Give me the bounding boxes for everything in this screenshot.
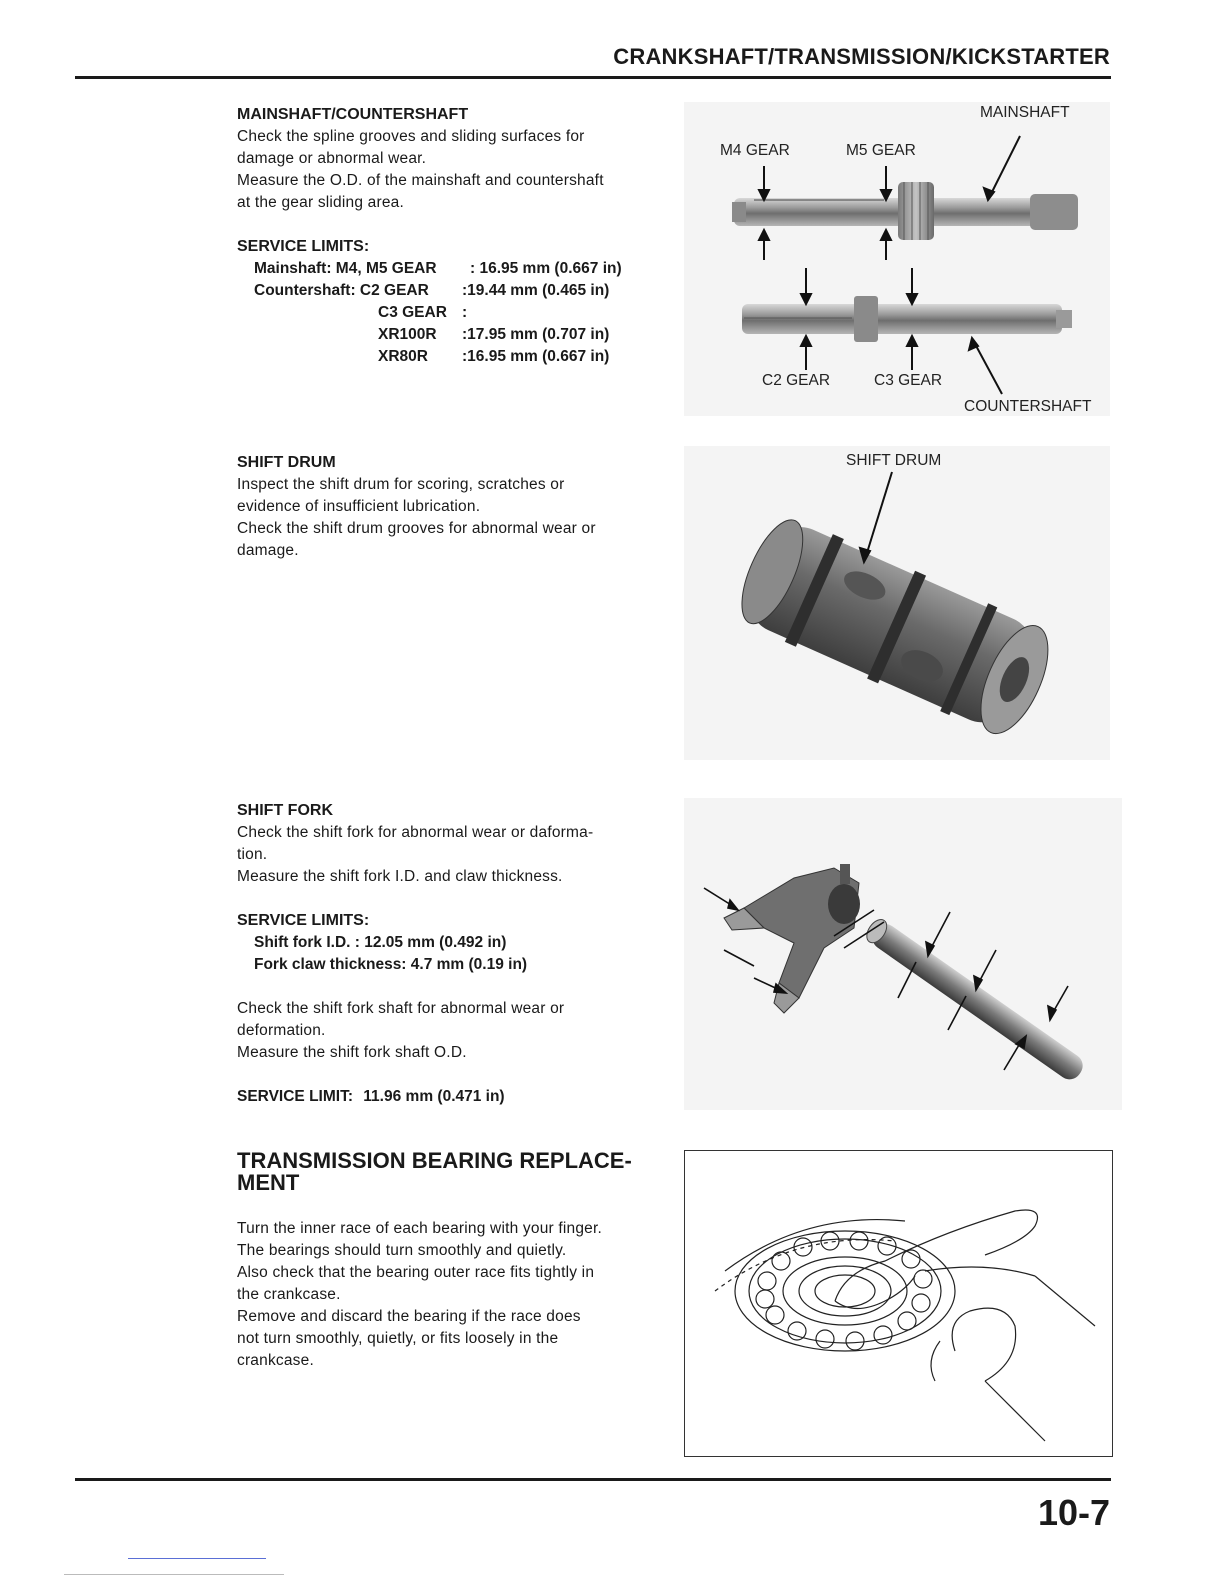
label-m4-gear: M4 GEAR [720, 142, 790, 159]
footer-rule [75, 1478, 1111, 1481]
limit-value: : [462, 304, 468, 321]
shift-fork-limit-id: Shift fork I.D. : 12.05 mm (0.492 in) [254, 934, 507, 951]
footer-link-underline [128, 1558, 266, 1559]
text-line: Check the spline grooves and sliding surfaces for [237, 128, 585, 145]
text-line: Check the shift fork shaft for abnormal wear or [237, 1000, 565, 1017]
text-line: Measure the shift fork shaft O.D. [237, 1044, 467, 1061]
service-limits-heading: SERVICE LIMITS: [237, 238, 370, 255]
text-line: tion. [237, 846, 268, 863]
text-line: Inspect the shift drum for scoring, scratches or [237, 476, 565, 493]
limit-value: : 16.95 mm (0.667 in) [470, 260, 622, 277]
label-c3-gear: C3 GEAR [874, 372, 943, 389]
text-line: Turn the inner race of each bearing with your finger. [237, 1220, 603, 1237]
page-number: 10-7 [1037, 1492, 1110, 1533]
mainshaft-limits-table [254, 258, 674, 368]
shift-drum-heading: SHIFT DRUM [237, 454, 336, 471]
text-line: the crankcase. [237, 1286, 341, 1303]
shift-fork-heading: SHIFT FORK [237, 802, 333, 819]
bearing-title-line-1: TRANSMISSION BEARING REPLACE- [237, 1148, 632, 1173]
limit-label: XR100R [378, 326, 437, 343]
shift-drum-body [237, 474, 677, 562]
shift-fork-illustration [684, 798, 1122, 1110]
text-line: evidence of insufficient lubrication. [237, 498, 481, 515]
text-line: deformation. [237, 1022, 326, 1039]
bearing-title-line-2: MENT [237, 1170, 300, 1195]
shaft-limit-label: SERVICE LIMIT: [237, 1088, 353, 1105]
footer-divider [64, 1574, 284, 1575]
mainshaft-body [237, 126, 677, 214]
label-c2-gear: C2 GEAR [762, 372, 831, 389]
text-line: Also check that the bearing outer race fits tightly in [237, 1264, 595, 1281]
shift-fork-limits-heading: SERVICE LIMITS: [237, 912, 370, 929]
text-line: Measure the O.D. of the mainshaft and countershaft [237, 172, 604, 189]
limit-value: :17.95 mm (0.707 in) [462, 326, 610, 343]
shift-fork-shaft-limit [237, 1086, 505, 1108]
bearing-body [237, 1218, 677, 1372]
limit-value: :16.95 mm (0.667 in) [462, 348, 610, 365]
header-rule [75, 76, 1111, 79]
label-m5-gear: M5 GEAR [846, 142, 916, 159]
label-mainshaft: MAINSHAFT [980, 104, 1070, 121]
shift-drum-photo [684, 446, 1110, 760]
text-line: Check the shift fork for abnormal wear or daforma- [237, 824, 594, 841]
shift-fork-limit-claw: Fork claw thickness: 4.7 mm (0.19 in) [254, 956, 528, 973]
shafts-photo [684, 102, 1110, 416]
mainshaft-heading: MAINSHAFT/COUNTERSHAFT [237, 106, 469, 123]
text-line: not turn smoothly, quietly, or fits loosely in the [237, 1330, 559, 1347]
limit-value: :19.44 mm (0.465 in) [462, 282, 610, 299]
label-shift-drum: SHIFT DRUM [846, 452, 942, 469]
text-line: Check the shift drum grooves for abnormal wear or [237, 520, 596, 537]
limit-label: XR80R [378, 348, 428, 365]
limit-label: C3 GEAR [378, 304, 447, 321]
bearing-figure [684, 1150, 1113, 1457]
text-line: at the gear sliding area. [237, 194, 404, 211]
bearing-title [237, 1150, 632, 1194]
shift-drum-illustration [684, 446, 1110, 760]
bearing-illustration [685, 1151, 1112, 1456]
limit-label: Mainshaft: M4, M5 GEAR [254, 260, 437, 277]
shaft-limit-value: 11.96 mm (0.471 in) [363, 1088, 505, 1105]
limit-label: Countershaft: C2 GEAR [254, 282, 429, 299]
text-line: Measure the shift fork I.D. and claw thickness. [237, 868, 563, 885]
shift-fork-body [237, 822, 677, 888]
page-header-title: CRANKSHAFT/TRANSMISSION/KICKSTARTER [613, 44, 1110, 69]
text-line: The bearings should turn smoothly and quietly. [237, 1242, 567, 1259]
text-line: crankcase. [237, 1352, 314, 1369]
label-countershaft: COUNTERSHAFT [964, 398, 1092, 415]
text-line: Remove and discard the bearing if the race does [237, 1308, 581, 1325]
shift-fork-photo [684, 798, 1122, 1110]
text-line: damage. [237, 542, 299, 559]
text-line: damage or abnormal wear. [237, 150, 427, 167]
shift-fork-shaft-body [237, 998, 677, 1064]
